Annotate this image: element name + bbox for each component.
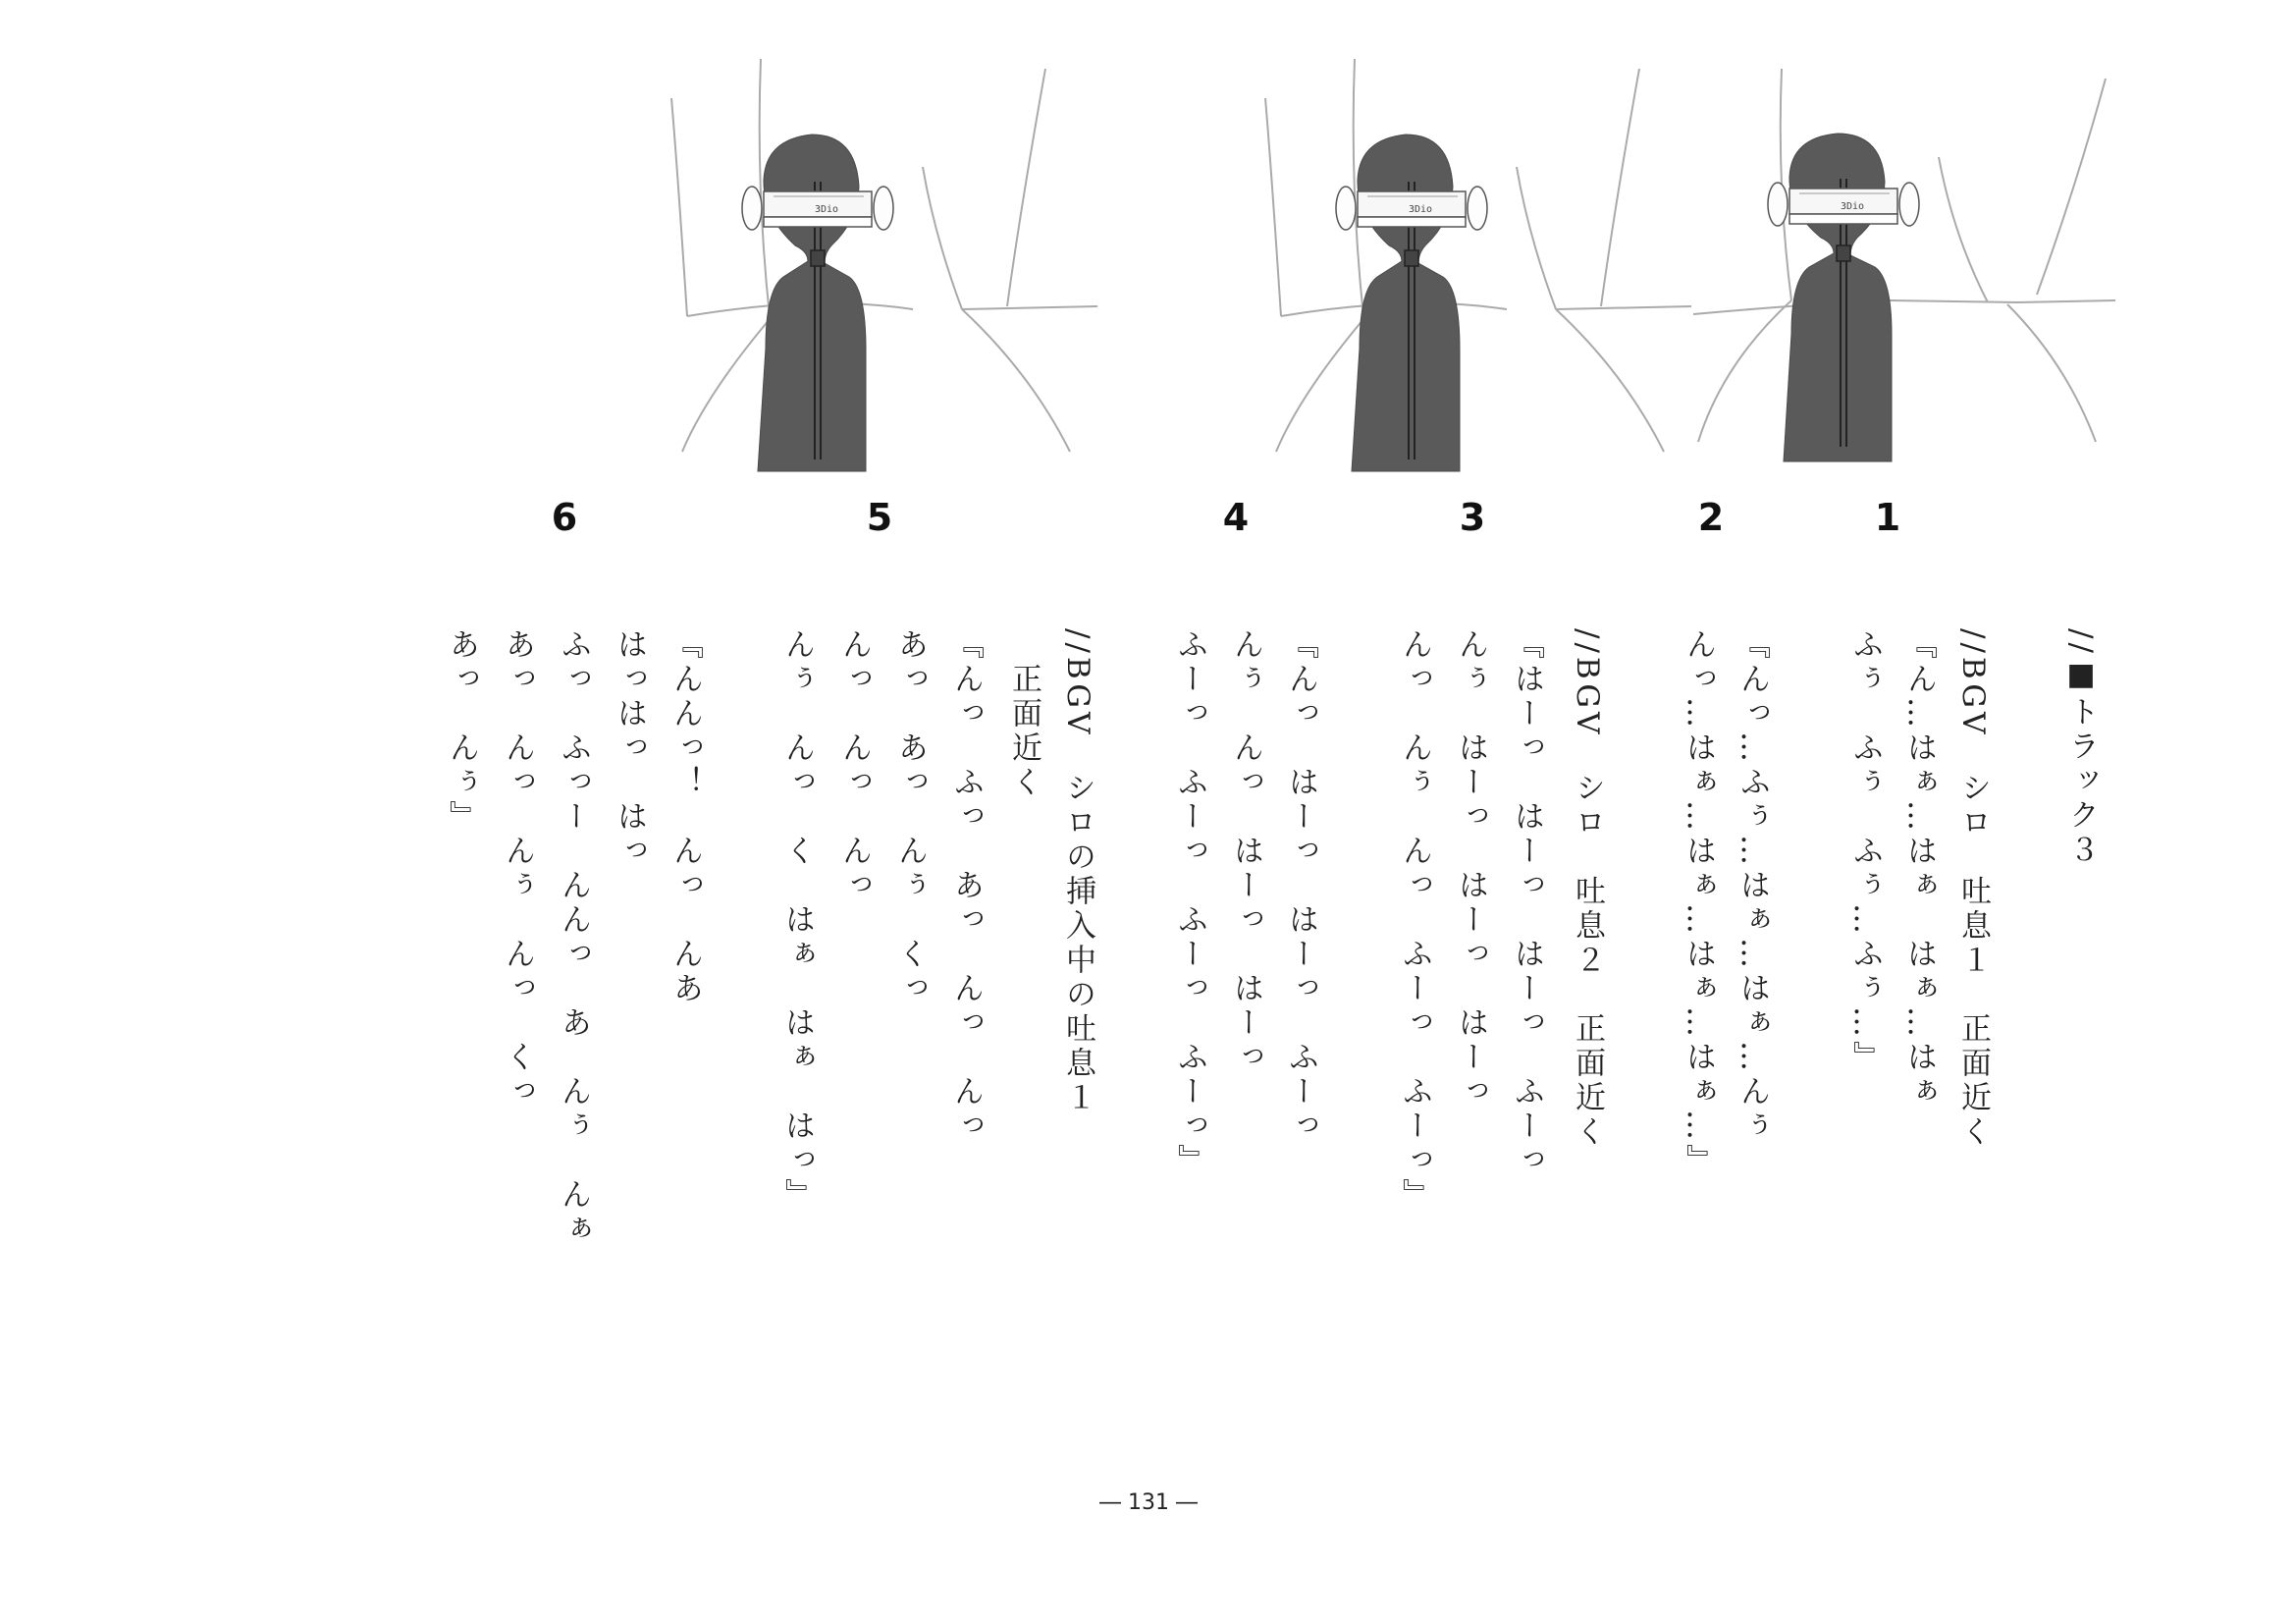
dialogue-line: 『んっ…ふぅ…はぁ…はぁ…んぅ xyxy=(1735,628,1770,1144)
position-label-3: 3 xyxy=(1459,496,1486,539)
page-number: ― 131 ― xyxy=(1099,1490,1198,1515)
dialogue-line: 『んっ はーっ はーっ ふーっ xyxy=(1283,628,1318,1144)
dialogue-line: あっ んっ んぅ んっ くっ xyxy=(500,628,535,1110)
track-heading: //■トラック３ xyxy=(2063,628,2099,868)
position-label-1: 1 xyxy=(1874,496,1901,539)
position-label-4: 4 xyxy=(1222,496,1250,539)
dialogue-line: んぅ んっ はーっ はーっ xyxy=(1228,628,1263,1075)
position-label-5: 5 xyxy=(866,496,893,539)
stage-direction-line: //BGV シロ 吐息２ 正面近く xyxy=(1570,628,1605,1151)
dialogue-line: 『はーっ はーっ はーっ ふーっ xyxy=(1509,628,1544,1178)
stage-direction-line: //BGV シロ 吐息１ 正面近く xyxy=(1955,628,1991,1151)
dialogue-line: んっ…はぁ…はぁ…はぁ…はぁ…』 xyxy=(1681,628,1716,1178)
illustration-left-scene xyxy=(667,59,1099,491)
dialogue-line: ふっ ふっー んんっ あ んぅ んぁ xyxy=(556,628,591,1247)
stage-direction-line: 正面近く xyxy=(1006,628,1041,800)
stage-direction-line: //BGV シロの挿入中の吐息１ xyxy=(1060,628,1095,1116)
dialogue-line: んっ んっ んっ xyxy=(836,628,872,903)
dialogue-line: あっ んぅ』 xyxy=(444,628,479,835)
svg-text:3Dio: 3Dio xyxy=(1841,201,1865,212)
dialogue-line: んぅ んっ く はぁ はぁ はっ』 xyxy=(779,628,815,1213)
position-label-2: 2 xyxy=(1697,496,1725,539)
svg-text:3Dio: 3Dio xyxy=(815,204,839,215)
dialogue-line: ふーっ ふーっ ふーっ ふーっ』 xyxy=(1172,628,1207,1178)
dialogue-line: んぅ はーっ はーっ はーっ xyxy=(1453,628,1488,1110)
dialogue-line: はっはっ はっ xyxy=(612,628,647,869)
illustration-right-scene xyxy=(1693,69,2125,501)
position-label-6: 6 xyxy=(551,496,578,539)
dialogue-line: 『んんっ！ んっ んあ xyxy=(667,628,703,1006)
dialogue-line: 『ん…はぁ…はぁ はぁ…はぁ xyxy=(1901,628,1937,1110)
dialogue-line: ふぅ ふぅ ふぅ…ふぅ…』 xyxy=(1847,628,1883,1075)
dialogue-line: 『んっ ふっ あっ んっ んっ xyxy=(948,628,984,1144)
illustration-middle-scene xyxy=(1261,59,1693,491)
dialogue-line: あっ あっ んぅ くっ xyxy=(892,628,928,1006)
svg-text:3Dio: 3Dio xyxy=(1409,204,1433,215)
dialogue-line: んっ んぅ んっ ふーっ ふーっ』 xyxy=(1397,628,1432,1213)
